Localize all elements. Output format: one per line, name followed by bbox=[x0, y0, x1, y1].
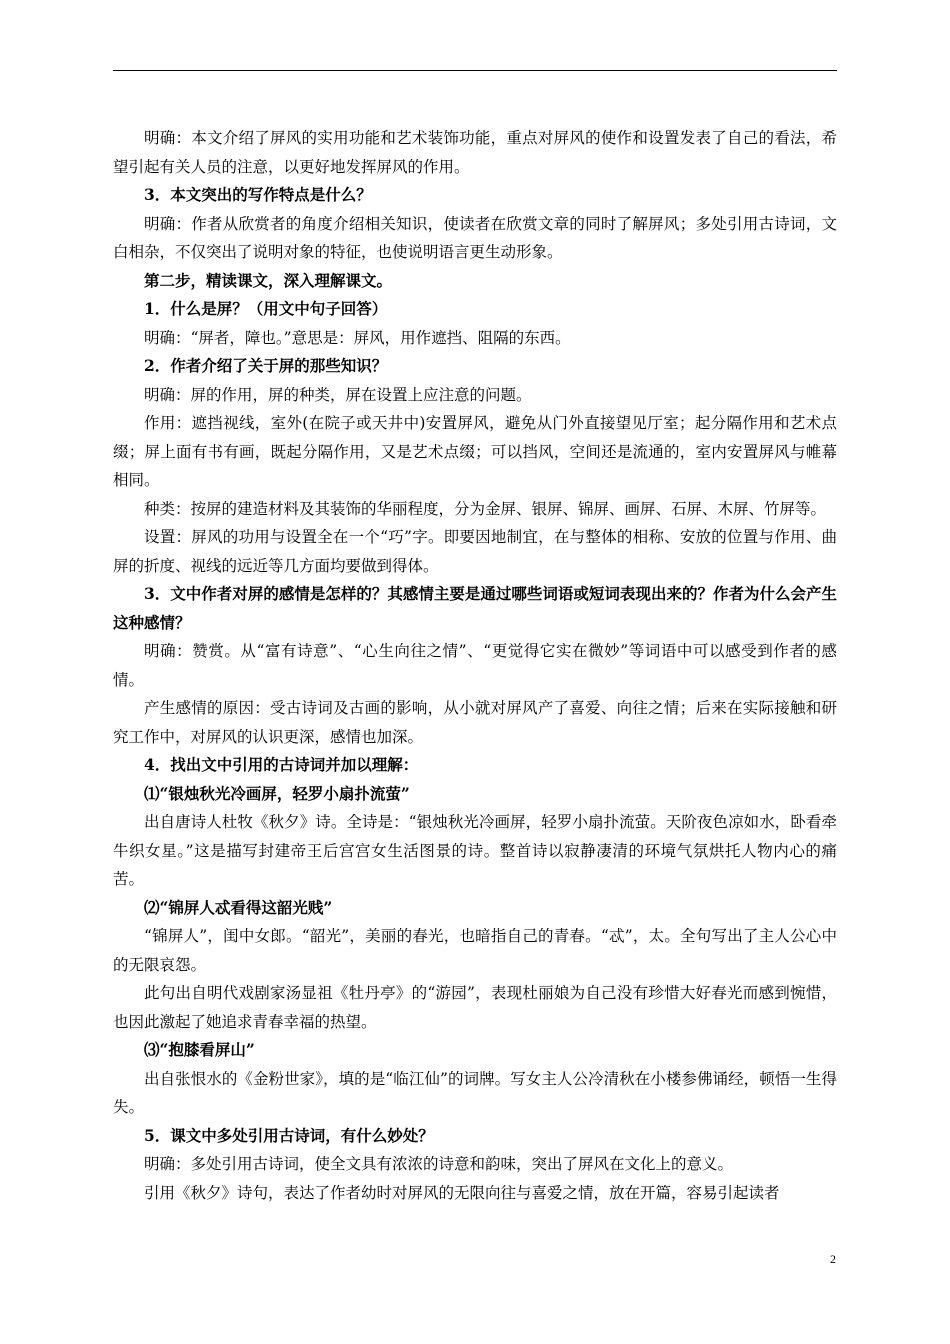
question-heading: 1．什么是屏？（用文中句子回答） bbox=[144, 299, 388, 318]
document-body bbox=[113, 124, 837, 1207]
paragraph: 明确：作者从欣赏者的角度介绍相关知识，使读者在欣赏文章的同时了解屏风；多处引用古诗词，文白相杂，不仅突出了说明对象的特征，也使说明语言更生动形象。 bbox=[113, 214, 837, 261]
quote-heading: ⑵“锦屏人忒看得这韶光贱” bbox=[144, 897, 333, 917]
paragraph: 出自唐诗人杜牧《秋夕》诗。全诗是：“银烛秋光冷画屏，轻罗小扇扑流萤。天阶夜色凉如水，卧看牵牛织女星。”这是描写封建帝王后宫宫女生活图景的诗。整首诗以寂静凄清的环境气氛烘托人物内心的痛苦。 bbox=[113, 813, 837, 888]
quote-heading: ⑶“抱膝看屏山” bbox=[144, 1040, 255, 1059]
paragraph: 设置：屏风的功用与设置全在一个“巧”字。即要因地制宜，在与整体的相称、安放的位置与作用、曲屏的折度、视线的远近等几方面均要做到得体。 bbox=[113, 528, 837, 575]
question-heading: 5．课文中多处引用古诗词，有什么妙处？ bbox=[144, 1125, 434, 1145]
paragraph: 产生感情的原因：受古诗词及古画的影响，从小就对屏风产了喜爱、向往之情；后来在实际接触和研究工作中，对屏风的认识更深，感情也加深。 bbox=[113, 699, 837, 746]
quote-heading: ⑴“银烛秋光冷画屏，轻罗小扇扑流萤” bbox=[144, 783, 410, 803]
page-number: 2 bbox=[830, 1252, 836, 1266]
paragraph: 此句出自明代戏剧家汤显祖《牡丹亭》的“游园”，表现杜丽娘为自己没有珍惜大好春光而感到惋惜，也因此激起了她追求青春幸福的热望。 bbox=[113, 984, 837, 1031]
question-heading: 4．找出文中引用的古诗词并加以理解： bbox=[144, 755, 419, 774]
header-rule bbox=[113, 70, 837, 71]
paragraph: 明确：多处引用古诗词，使全文具有浓浓的诗意和韵味，突出了屏风在文化上的意义。 bbox=[144, 1155, 734, 1173]
paragraph: 作用：遮挡视线，室外(在院子或天井中)安置屏风，避免从门外直接望见厅室；起分隔作用和艺术点缀；屏上面有书有画，既起分隔作用，又是艺术点缀；可以挡风，空间还是流通的，室内安置屏风与帷幕相同。 bbox=[113, 414, 837, 489]
question-heading: 3．文中作者对屏的感情是怎样的？其感情主要是通过哪些词语或短词表现出来的？作者为什么会产生这种感情？ bbox=[113, 584, 837, 632]
paragraph: 种类：按屏的建造材料及其装饰的华丽程度，分为金屏、银屏、锦屏、画屏、石屏、木屏、竹屏等。 bbox=[144, 499, 827, 518]
question-heading: 3．本文突出的写作特点是什么？ bbox=[144, 185, 372, 204]
paragraph: 引用《秋夕》诗句，表达了作者幼时对屏风的无限向往与喜爱之情，放在开篇，容易引起读者 bbox=[144, 1183, 780, 1202]
paragraph: 明确：屏的作用，屏的种类，屏在设置上应注意的问题。 bbox=[144, 385, 532, 404]
paragraph: 明确：“屏者，障也。”意思是：屏风，用作遮挡、阻隔的东西。 bbox=[144, 328, 571, 347]
paragraph: 明确：本文介绍了屏风的实用功能和艺术装饰功能，重点对屏风的使作和设置发表了自己的看法，希望引起有关人员的注意，以更好地发挥屏风的作用。 bbox=[113, 129, 837, 176]
section-heading: 第二步，精读课文，深入理解课文。 bbox=[144, 270, 393, 290]
paragraph: 出自张恨水的《金粉世家》，填的是“临江仙”的词牌。写女主人公冷清秋在小楼参佛诵经，顿悟一生得失。 bbox=[113, 1069, 837, 1116]
paragraph: “锦屏人”，闺中女郎。“韶光”，美丽的春光，也暗指自己的青春。“忒”，太。全句写出了主人公心中的无限哀怨。 bbox=[113, 927, 837, 974]
question-heading: 2．作者介绍了关于屏的那些知识？ bbox=[144, 356, 388, 375]
paragraph: 明确：赞赏。从“富有诗意”、“心生向往之情”、“更觉得它实在微妙”等词语中可以感受到作者的感情。 bbox=[113, 642, 837, 689]
